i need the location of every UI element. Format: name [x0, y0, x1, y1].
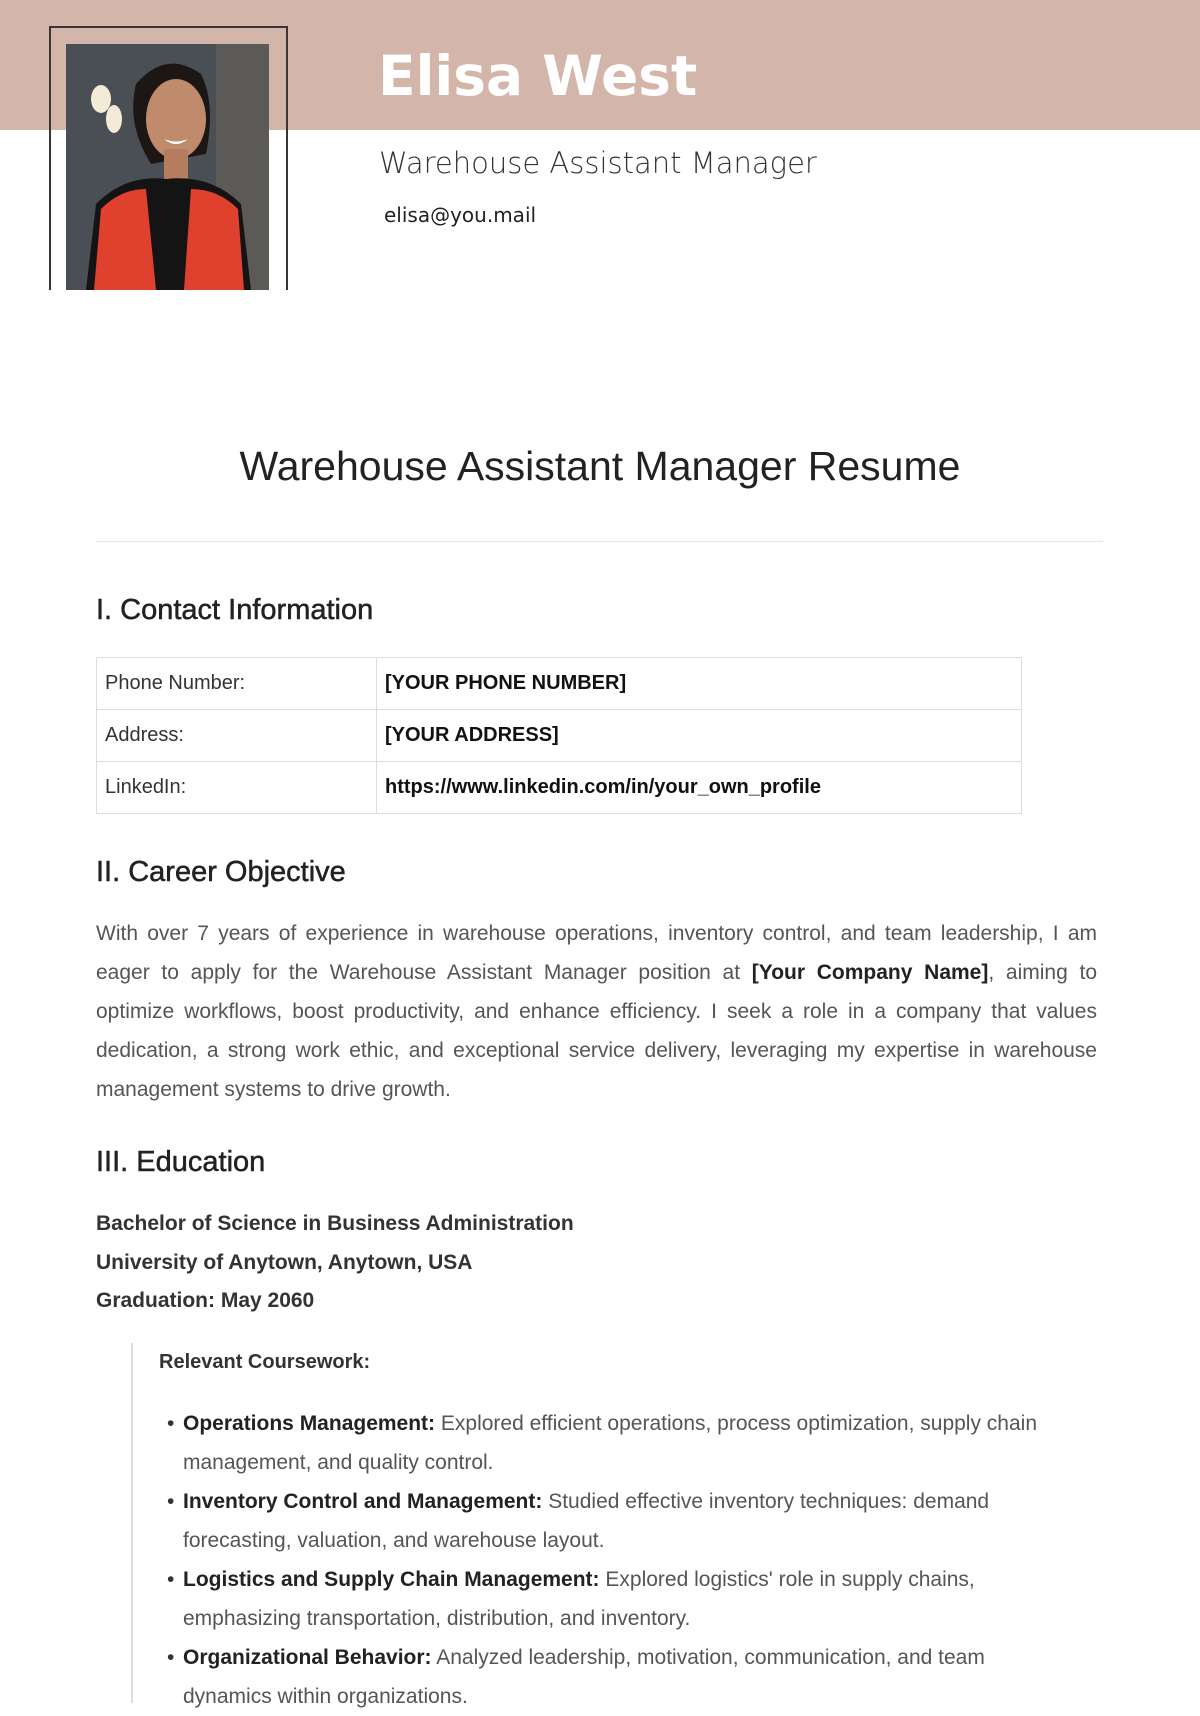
contact-value: [YOUR ADDRESS]: [377, 710, 1022, 762]
contact-table: [96, 657, 1022, 814]
document-title: Warehouse Assistant Manager Resume: [239, 443, 961, 489]
candidate-job-title: Warehouse Assistant Manager: [379, 146, 817, 180]
course-desc: Explored logistics' role in supply chains, emphasizing transportation, distribution, and inventory.: [183, 1568, 975, 1630]
contact-value: [YOUR PHONE NUMBER]: [377, 658, 1022, 710]
education-heading: III. Education: [96, 1146, 266, 1178]
education-details: [96, 1205, 574, 1321]
objective-paragraph: [96, 914, 1097, 1109]
contact-heading: I. Contact Information: [96, 594, 374, 626]
course-desc: Explored efficient operations, process optimization, supply chain management, and quality control.: [183, 1412, 1038, 1474]
school: University of Anytown, Anytown, USA: [96, 1250, 473, 1274]
table-row: [97, 658, 1022, 710]
linkedin-link[interactable]: https://www.linkedin.com/in/your_own_profile: [377, 762, 1022, 814]
candidate-email[interactable]: elisa@you.mail: [384, 203, 537, 227]
course-title: Logistics and Supply Chain Management:: [183, 1568, 600, 1591]
graduation: Graduation: May 2060: [96, 1289, 315, 1312]
list-item: [159, 1404, 1075, 1482]
divider: [96, 541, 1103, 542]
profile-photo: [66, 44, 269, 290]
contact-label: LinkedIn:: [97, 762, 377, 814]
objective-text: With over 7 years of experience in warehouse operations, inventory control, and team leadership, I am eager to apply for the Warehouse Assistant Manager position at: [96, 922, 1097, 984]
coursework-list: [159, 1404, 1075, 1716]
list-item: [159, 1638, 1075, 1716]
degree: Bachelor of Science in Business Administration: [96, 1212, 574, 1235]
objective-text: , aiming to optimize workflows, boost productivity, and enhance efficiency. I seek a role in a company that values dedication, a strong work ethic, and exceptional service delivery, leveraging my expertise in warehouse management systems to drive growth.: [96, 961, 1097, 1101]
list-item: [159, 1482, 1075, 1560]
list-item: [159, 1560, 1075, 1638]
objective-heading: II. Career Objective: [96, 856, 346, 888]
course-title: Inventory Control and Management:: [183, 1490, 543, 1513]
candidate-name: Elisa West: [378, 44, 698, 108]
company-placeholder: [Your Company Name]: [751, 961, 989, 984]
contact-label: Phone Number:: [97, 658, 377, 710]
course-desc: Studied effective inventory techniques: demand forecasting, valuation, and warehouse layout.: [183, 1490, 990, 1552]
course-title: Operations Management:: [183, 1412, 436, 1435]
table-row: [97, 710, 1022, 762]
coursework-block: [131, 1343, 1081, 1708]
contact-label: Address:: [97, 710, 377, 762]
table-row: [97, 762, 1022, 814]
coursework-label: Relevant Coursework:: [159, 1351, 371, 1373]
course-desc: Analyzed leadership, motivation, communication, and team dynamics within organizations.: [183, 1646, 985, 1708]
course-title: Organizational Behavior:: [183, 1646, 432, 1669]
